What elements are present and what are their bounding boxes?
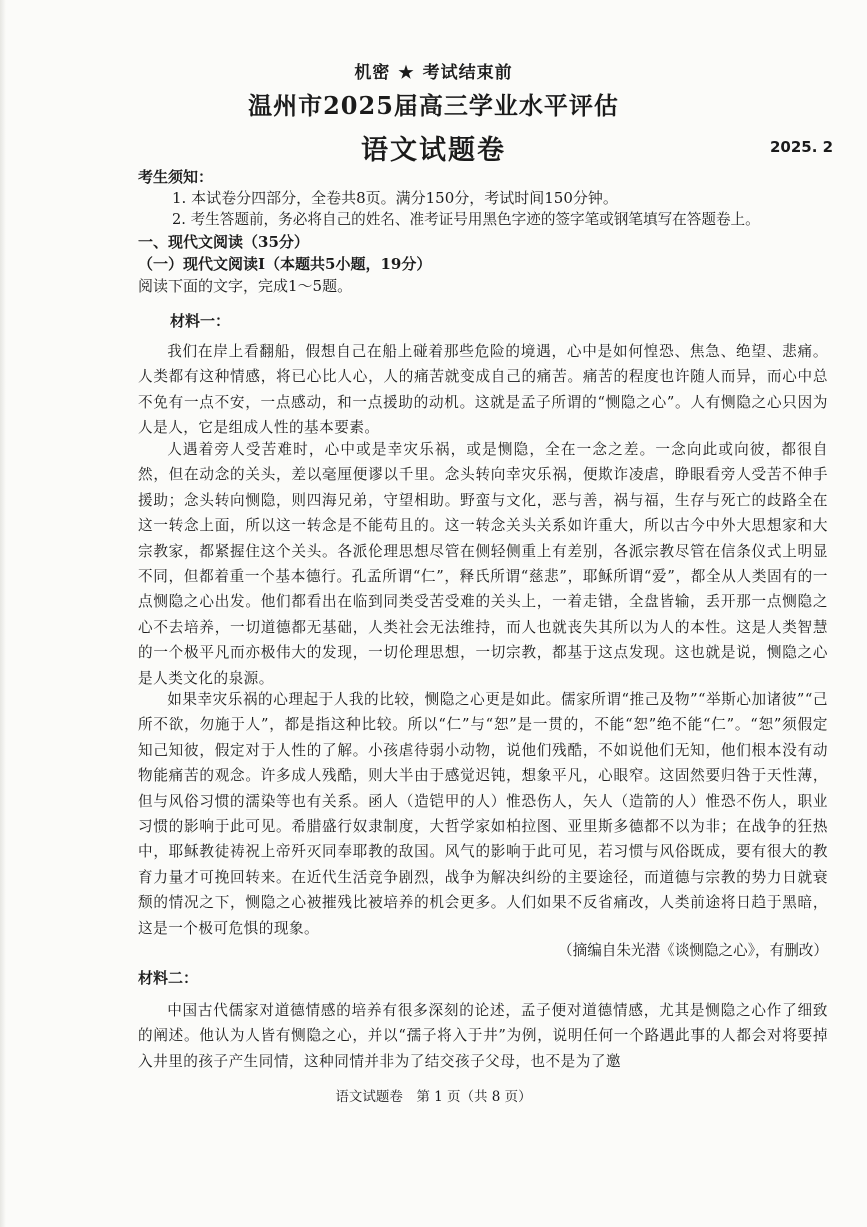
material-2-paragraph-1: 中国古代儒家对道德情感的培养有很多深刻的论述，孟子便对道德情感，尤其是恻隐之心作了细致的阐述。他认为人皆有恻隐之心，并以“孺子将入于井”为例，说明任何一个路遇此事的人都会对将要掉入井里的孩子产生同情，这种同情并非为了结交孩子父母，也不是为了邀 [138,1002,828,1070]
section-subtitle: （一）现代文阅读Ⅰ（本题共5小题，19分） [138,255,432,273]
notice-item-1: 1. 本试卷分四部分，全卷共8页。满分150分，考试时间150分钟。 [172,189,618,207]
confidential-until: 考试结束前 [422,63,513,83]
notice-item-2: 2. 考生答题前，务必将自己的姓名、准考证号用黑色字迹的签字笔或钢笔填写在答题卷上。 [172,211,760,228]
exam-title: 温州市2025届高三学业水平评估 [248,91,619,120]
page-footer: 语文试题卷 第 1 页（共 8 页） [335,1089,532,1105]
paper-title: 语文试题卷 [361,135,506,166]
exam-date: 2025. 2 [770,138,834,156]
confidential-label: 机密 [354,63,391,83]
star-icon: ★ [398,63,415,83]
section-title: 一、现代文阅读（35分） [138,233,309,251]
material-1-paragraph-1: 我们在岸上看翻船，假想自己在船上碰着那些危险的境遇，心中是如何惶恐、焦急、绝望、悲痛。人类都有这种情感，将已心比人心，人的痛苦就变成自己的痛苦。痛苦的程度也许随人而异，而心中总不免有一点不安，一点感动，和一点援助的动机。这就是孟子所谓的“恻隐之心”。人有恻隐之心只因为人是人，它是组成人性的基本要素。 [138,343,828,437]
material-1-paragraph-2: 人遇着旁人受苦难时，心中或是幸灾乐祸，或是恻隐，全在一念之差。一念向此或向彼，都很自然，但在动念的关头，差以毫厘便谬以千里。念头转向幸灾乐祸，便欺诈凌虐，睁眼看旁人受苦不伸手援助；念头转向恻隐，则四海兄弟，守望相助。野蛮与文化，恶与善，祸与福，生存与死亡的歧路全在这一转念上面，所以这一转念是不能苟且的。这一转念关头关系如许重大，所以古今中外大思想家和大宗教家，都紧握住这个关头。各派伦理思想尽管在侧轻侧重上有差别，各派宗教尽管在信条仪式上明显不同，但都着重一个基本德行。孔孟所谓“仁”，释氏所谓“慈悲”，耶稣所谓“爱”，都全从人类固有的一点恻隐之心出发。他们都看出在临到同类受苦受难的关头上，一着走错，全盘皆输，丢开那一点恻隐之心不去培养，一切道德都无基础，人类社会无法维持，而人也就丧失其所以为人的本性。这是人类智慧的一个极平凡而亦极伟大的发现，一切伦理思想，一切宗教，都基于这点发现。这也就是说，恻隐之心是人类文化的泉源。 [138,441,828,687]
scan-shadow [0,0,6,1227]
material-2-label: 材料二： [138,969,199,987]
notice-title: 考生须知： [138,168,214,186]
material-1-citation: （摘编自朱光潜《谈恻隐之心》，有删改） [558,942,828,959]
confidential-line [0,58,867,83]
material-1-paragraph-3: 如果幸灾乐祸的心理起于人我的比较，恻隐之心更是如此。儒家所谓“推己及物”“举斯心加诸彼”“己所不欲，勿施于人”，都是指这种比较。所以“仁”与“恕”是一贯的，不能“恕”绝不能“仁”。“恕”须假定知己知彼，假定对于人性的了解。小孩虐待弱小动物，说他们残酷，不如说他们无知，他们根本没有动物能痛苦的观念。许多成人残酷，则大半由于感觉迟钝，想象平凡，心眼窄。这固然要归咎于天性薄，但与风俗习惯的濡染等也有关系。函人（造铠甲的人）惟恐伤人，矢人（造箭的人）惟恐不伤人，职业习惯的影响于此可见。希腊盛行奴隶制度，大哲学家如柏拉图、亚里斯多德都不以为非；在战争的狂热中，耶稣教徒祷祝上帝歼灭同奉耶教的敌国。风气的影响于此可见，若习惯与风俗既成，要有很大的教育力量才可挽回转来。在近代生活竞争剧烈，战争为解决纠纷的主要途径，而道德与宗教的势力日就衰颓的情况之下，恻隐之心被摧残比被培养的机会更多。人们如果不反省痛改，人类前途将日趋于黑暗，这是一个极可危惧的现象。 [138,691,828,937]
material-1-label: 材料一： [170,312,231,330]
section-instruction: 阅读下面的文字，完成1～5题。 [138,277,353,295]
